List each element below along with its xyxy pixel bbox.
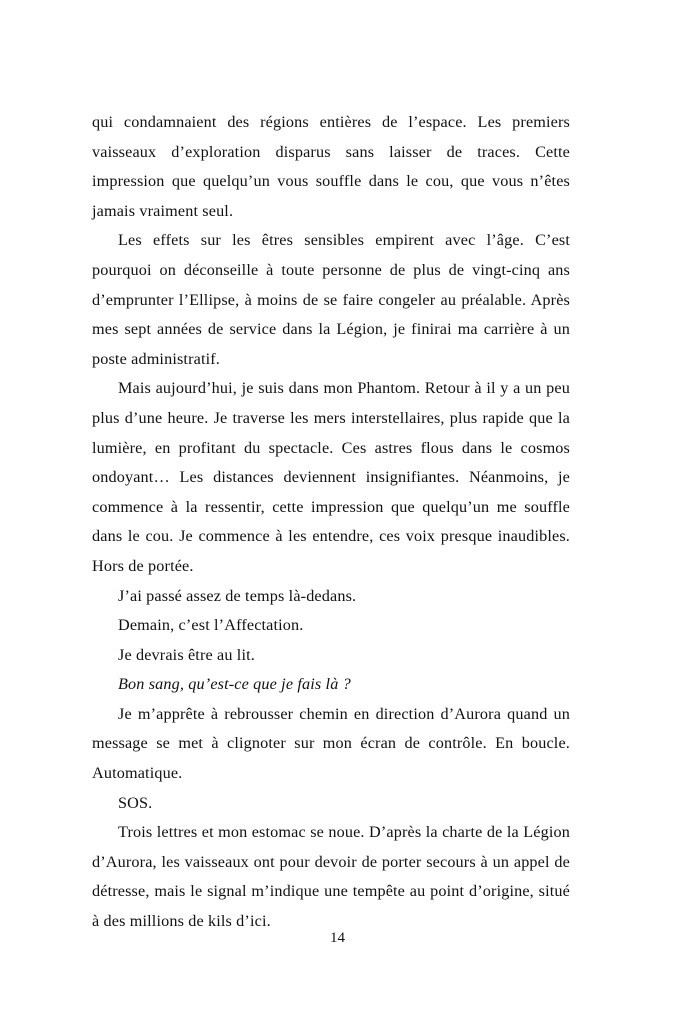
- paragraph: J’ai passé assez de temps là-dedans.: [118, 586, 357, 605]
- paragraph: Trois lettres et mon estomac se noue. D’après la charte de la Légion d’Aurora, les vaisseaux ont pour devoir de porter secours à un appel de détresse, mais le signal m’indique une tempête au point d’origine, situé à des millions de kils d’ici.: [92, 823, 570, 931]
- paragraph: Je m’apprête à rebrousser chemin en direction d’Aurora quand un message se met à clignoter sur mon écran de contrôle. En boucle. Automatique.: [92, 704, 570, 783]
- paragraph: Demain, c’est l’Affectation.: [118, 616, 304, 635]
- paragraph: Mais aujourd’hui, je suis dans mon Phantom. Retour à il y a un peu plus d’une heure. Je traverse les mers interstellaires, plus rapide que la lumière, en profitant du spectacle. Ces astres flous dans le cosmos ondoyant… Les distances deviennent insignifiantes. Néanmoins, je commence à la ressentir, cette impression que quelqu’un me souffle dans le cou. Je commence à les entendre, ces voix presque inaudibles. Hors de portée.: [92, 379, 570, 575]
- paragraph: Je devrais être au lit.: [118, 645, 255, 664]
- paragraph: Les effets sur les êtres sensibles empirent avec l’âge. C’est pourquoi on déconseille à toute personne de plus de vingt-cinq ans d’emprunter l’Ellipse, à moins de se faire congeler au préalable. Après mes sept années de service dans la Légion, je finirai ma carrière à un poste administratif.: [92, 231, 570, 368]
- paragraph: SOS.: [118, 793, 153, 812]
- paragraph-italic: Bon sang, qu’est-ce que je fais là ?: [118, 675, 351, 694]
- body-text: [92, 108, 570, 937]
- paragraph: qui condamnaient des régions entières de l’espace. Les premiers vaisseaux d’exploration disparus sans laisser de traces. Cette impression que quelqu’un vous souffle dans le cou, que vous n’êtes jamais vraiment seul.: [92, 113, 570, 220]
- page-number: 14: [330, 930, 345, 946]
